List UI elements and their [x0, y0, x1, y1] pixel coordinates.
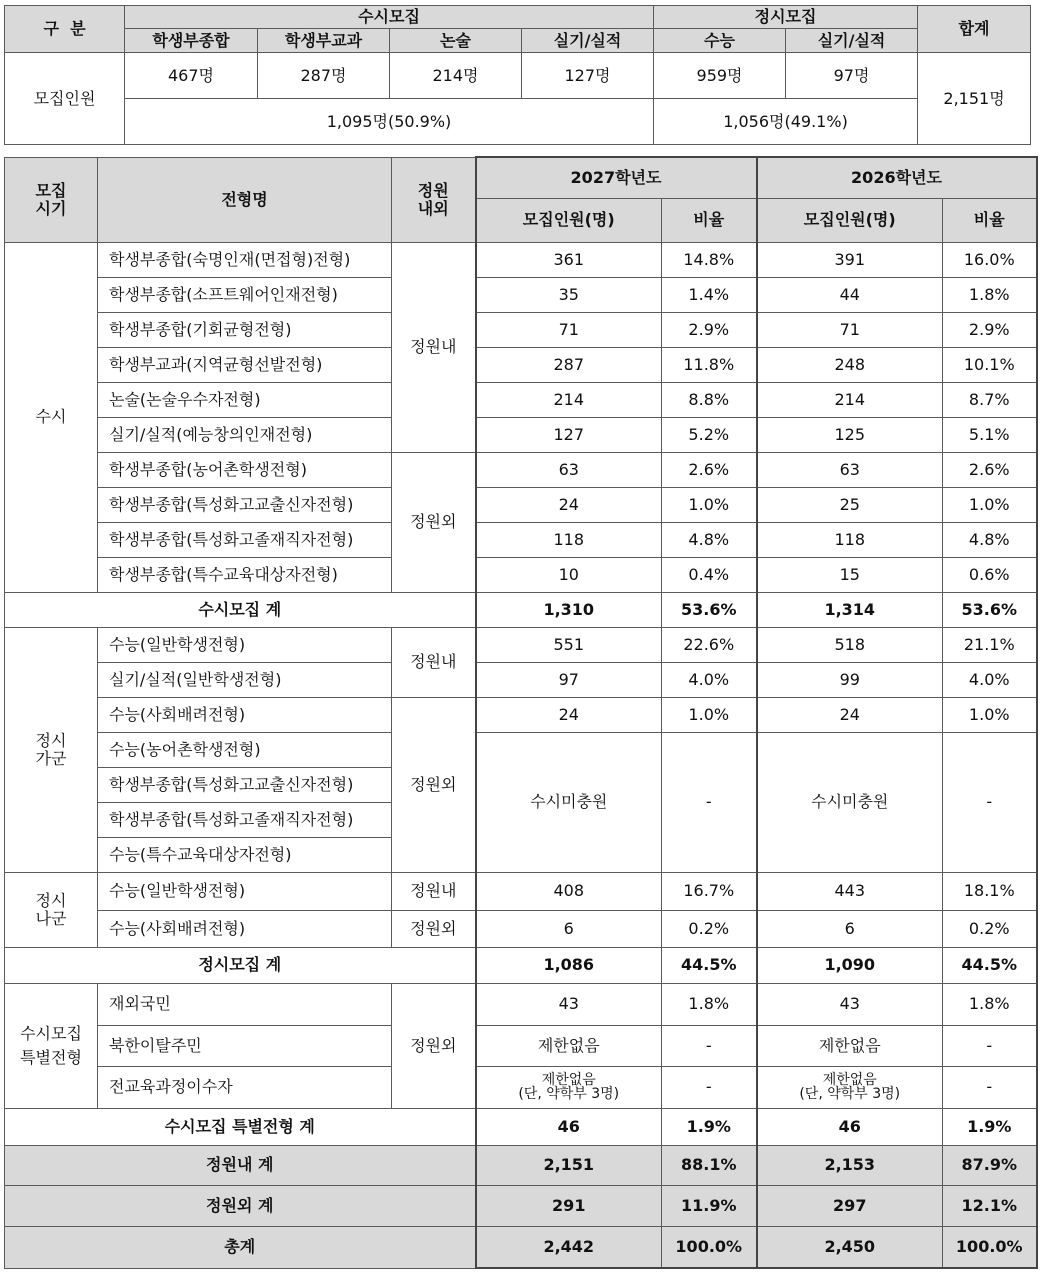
count-2026: 24 — [757, 697, 943, 732]
ratio-2026: 18.1% — [943, 872, 1037, 910]
count-2027: 43 — [476, 983, 662, 1025]
count-2027: 361 — [476, 242, 662, 277]
count-2026: 118 — [757, 522, 943, 557]
ratio-2026: 1.0% — [943, 487, 1037, 522]
count-cell: 467명 — [125, 53, 258, 99]
count-cell: 97명 — [786, 53, 918, 99]
grand-total-cell: 2,151명 — [918, 53, 1031, 145]
row-label: 모집인원 — [5, 53, 125, 145]
type-name: 북한이탈주민 — [98, 1025, 392, 1066]
header-count-2027: 모집인원(명) — [476, 198, 662, 242]
ratio-2027: 22.6% — [662, 627, 757, 662]
in-total-label: 정원내 계 — [5, 1145, 476, 1185]
quota-in: 정원내 — [392, 872, 476, 910]
merged-ratio-2027: - — [662, 732, 757, 872]
count-2027: 551 — [476, 627, 662, 662]
type-name: 수능(특수교육대상자전형) — [98, 837, 392, 872]
header-type: 전형명 — [98, 157, 392, 242]
quota-out: 정원외 — [392, 983, 476, 1108]
jeongsi-total-label: 정시모집 계 — [5, 947, 476, 983]
ratio-2027: 16.7% — [662, 872, 757, 910]
count-cell: 214명 — [390, 53, 522, 99]
quota-in: 정원내 — [392, 627, 476, 697]
sub-header: 실기/실적 — [786, 29, 918, 53]
ratio-2026: 100.0% — [943, 1226, 1037, 1268]
type-name: 학생부종합(특성화고교출신자전형) — [98, 767, 392, 802]
count-2026: 63 — [757, 452, 943, 487]
ratio-2027: 8.8% — [662, 382, 757, 417]
count-2027: 214 — [476, 382, 662, 417]
group-jeongsi-na: 정시 나군 — [5, 872, 98, 947]
count-2026: 391 — [757, 242, 943, 277]
ratio-2027: 11.9% — [662, 1185, 757, 1226]
count-cell: 959명 — [654, 53, 786, 99]
header-susi: 수시모집 — [125, 6, 654, 29]
type-name: 학생부교과(지역균형선발전형) — [98, 347, 392, 382]
header-year-2027: 2027학년도 — [476, 157, 757, 198]
ratio-2026: 8.7% — [943, 382, 1037, 417]
header-year-2026: 2026학년도 — [757, 157, 1037, 198]
count-2026: 2,450 — [757, 1226, 943, 1268]
type-name: 수능(농어촌학생전형) — [98, 732, 392, 767]
count-2026: 44 — [757, 277, 943, 312]
count-2026: 297 — [757, 1185, 943, 1226]
count-2026: 214 — [757, 382, 943, 417]
count-2026: 25 — [757, 487, 943, 522]
count-2026: 2,153 — [757, 1145, 943, 1185]
type-name: 학생부종합(기회균형전형) — [98, 312, 392, 347]
count-2027: 118 — [476, 522, 662, 557]
count-2027: 408 — [476, 872, 662, 910]
grand-total-label: 총계 — [5, 1226, 476, 1268]
sub-header: 학생부교과 — [258, 29, 390, 53]
count-2027: 287 — [476, 347, 662, 382]
ratio-2026: 0.6% — [943, 557, 1037, 592]
header-total: 합계 — [918, 6, 1031, 53]
quota-in: 정원내 — [392, 242, 476, 452]
count-2026: 71 — [757, 312, 943, 347]
merged-ratio-2026: - — [943, 732, 1037, 872]
count-cell: 287명 — [258, 53, 390, 99]
header-count-2026: 모집인원(명) — [757, 198, 943, 242]
type-name: 수능(사회배려전형) — [98, 910, 392, 947]
count-2027: 24 — [476, 487, 662, 522]
ratio-2027: 4.0% — [662, 662, 757, 697]
header-ratio-2026: 비율 — [943, 198, 1037, 242]
ratio-2027: 1.0% — [662, 697, 757, 732]
group-susi: 수시 — [5, 242, 98, 592]
group-special: 수시모집 특별전형 — [5, 983, 98, 1108]
count-2027: 97 — [476, 662, 662, 697]
ratio-2026: 0.2% — [943, 910, 1037, 947]
count-2027: 71 — [476, 312, 662, 347]
ratio-2026: 1.8% — [943, 983, 1037, 1025]
header-quota: 정원 내외 — [392, 157, 476, 242]
ratio-2027: 2.9% — [662, 312, 757, 347]
susi-total-label: 수시모집 계 — [5, 592, 476, 627]
ratio-2027: 11.8% — [662, 347, 757, 382]
type-name: 논술(논술우수자전형) — [98, 382, 392, 417]
ratio-2026: 4.0% — [943, 662, 1037, 697]
recruitment-detail-table — [4, 156, 1038, 1269]
type-name: 학생부종합(특성화고교출신자전형) — [98, 487, 392, 522]
header-gubun: 구 분 — [5, 6, 125, 53]
count-2027: 제한없음 (단, 약학부 3명) — [476, 1066, 662, 1108]
count-2027: 63 — [476, 452, 662, 487]
ratio-2026: 87.9% — [943, 1145, 1037, 1185]
ratio-2026: 1.0% — [943, 697, 1037, 732]
ratio-2027: 100.0% — [662, 1226, 757, 1268]
header-jeongsi: 정시모집 — [654, 6, 918, 29]
quota-out: 정원외 — [392, 697, 476, 872]
ratio-2026: - — [943, 1025, 1037, 1066]
group-jeongsi-ga: 정시 가군 — [5, 627, 98, 872]
count-2027: 1,310 — [476, 592, 662, 627]
ratio-2027: 4.8% — [662, 522, 757, 557]
ratio-2026: 44.5% — [943, 947, 1037, 983]
count-2027: 2,151 — [476, 1145, 662, 1185]
ratio-2027: 1.9% — [662, 1108, 757, 1145]
type-name: 전교육과정이수자 — [98, 1066, 392, 1108]
ratio-2027: 0.2% — [662, 910, 757, 947]
type-name: 학생부종합(숙명인재(면접형)전형) — [98, 242, 392, 277]
count-2026: 15 — [757, 557, 943, 592]
type-name: 학생부종합(농어촌학생전형) — [98, 452, 392, 487]
count-2026: 248 — [757, 347, 943, 382]
quota-out: 정원외 — [392, 452, 476, 592]
ratio-2026: 2.6% — [943, 452, 1037, 487]
sub-header: 수능 — [654, 29, 786, 53]
count-2026: 125 — [757, 417, 943, 452]
count-2027: 2,442 — [476, 1226, 662, 1268]
ratio-2026: 16.0% — [943, 242, 1037, 277]
type-name: 학생부종합(소프트웨어인재전형) — [98, 277, 392, 312]
count-2027: 1,086 — [476, 947, 662, 983]
sub-header: 실기/실적 — [522, 29, 654, 53]
jeongsi-total-cell: 1,056명(49.1%) — [654, 99, 918, 145]
ratio-2026: 1.9% — [943, 1108, 1037, 1145]
count-cell: 127명 — [522, 53, 654, 99]
type-name: 학생부종합(특성화고졸재직자전형) — [98, 522, 392, 557]
sub-header: 논술 — [390, 29, 522, 53]
out-total-label: 정원외 계 — [5, 1185, 476, 1226]
count-2027: 46 — [476, 1108, 662, 1145]
ratio-2027: 88.1% — [662, 1145, 757, 1185]
ratio-2027: 1.0% — [662, 487, 757, 522]
ratio-2027: 53.6% — [662, 592, 757, 627]
ratio-2027: - — [662, 1066, 757, 1108]
type-name: 학생부종합(특수교육대상자전형) — [98, 557, 392, 592]
type-name: 수능(사회배려전형) — [98, 697, 392, 732]
count-2027: 제한없음 — [476, 1025, 662, 1066]
type-name: 수능(일반학생전형) — [98, 872, 392, 910]
count-2026: 99 — [757, 662, 943, 697]
type-name: 실기/실적(일반학생전형) — [98, 662, 392, 697]
count-2026: 43 — [757, 983, 943, 1025]
count-2026: 1,314 — [757, 592, 943, 627]
header-ratio-2027: 비율 — [662, 198, 757, 242]
ratio-2027: 5.2% — [662, 417, 757, 452]
count-2026: 46 — [757, 1108, 943, 1145]
count-2026: 6 — [757, 910, 943, 947]
ratio-2026: 53.6% — [943, 592, 1037, 627]
ratio-2027: 2.6% — [662, 452, 757, 487]
count-2026: 1,090 — [757, 947, 943, 983]
count-2027: 24 — [476, 697, 662, 732]
count-2027: 127 — [476, 417, 662, 452]
merged-count-2026: 수시미충원 — [757, 732, 943, 872]
ratio-2026: 1.8% — [943, 277, 1037, 312]
recruitment-summary-table — [4, 5, 1031, 145]
ratio-2026: 5.1% — [943, 417, 1037, 452]
count-2026: 제한없음 — [757, 1025, 943, 1066]
type-name: 재외국민 — [98, 983, 392, 1025]
susi-total-cell: 1,095명(50.9%) — [125, 99, 654, 145]
ratio-2027: 14.8% — [662, 242, 757, 277]
type-name: 수능(일반학생전형) — [98, 627, 392, 662]
ratio-2026: 12.1% — [943, 1185, 1037, 1226]
merged-count-2027: 수시미충원 — [476, 732, 662, 872]
ratio-2026: 10.1% — [943, 347, 1037, 382]
sub-header: 학생부종합 — [125, 29, 258, 53]
special-total-label: 수시모집 특별전형 계 — [5, 1108, 476, 1145]
count-2027: 291 — [476, 1185, 662, 1226]
ratio-2027: 1.8% — [662, 983, 757, 1025]
ratio-2027: - — [662, 1025, 757, 1066]
header-period: 모집 시기 — [5, 157, 98, 242]
ratio-2027: 1.4% — [662, 277, 757, 312]
quota-out: 정원외 — [392, 910, 476, 947]
ratio-2026: 4.8% — [943, 522, 1037, 557]
type-name: 학생부종합(특성화고졸재직자전형) — [98, 802, 392, 837]
ratio-2027: 0.4% — [662, 557, 757, 592]
count-2027: 10 — [476, 557, 662, 592]
count-2026: 제한없음 (단, 약학부 3명) — [757, 1066, 943, 1108]
count-2026: 443 — [757, 872, 943, 910]
count-2027: 6 — [476, 910, 662, 947]
ratio-2027: 44.5% — [662, 947, 757, 983]
ratio-2026: 21.1% — [943, 627, 1037, 662]
count-2027: 35 — [476, 277, 662, 312]
ratio-2026: 2.9% — [943, 312, 1037, 347]
type-name: 실기/실적(예능창의인재전형) — [98, 417, 392, 452]
count-2026: 518 — [757, 627, 943, 662]
ratio-2026: - — [943, 1066, 1037, 1108]
